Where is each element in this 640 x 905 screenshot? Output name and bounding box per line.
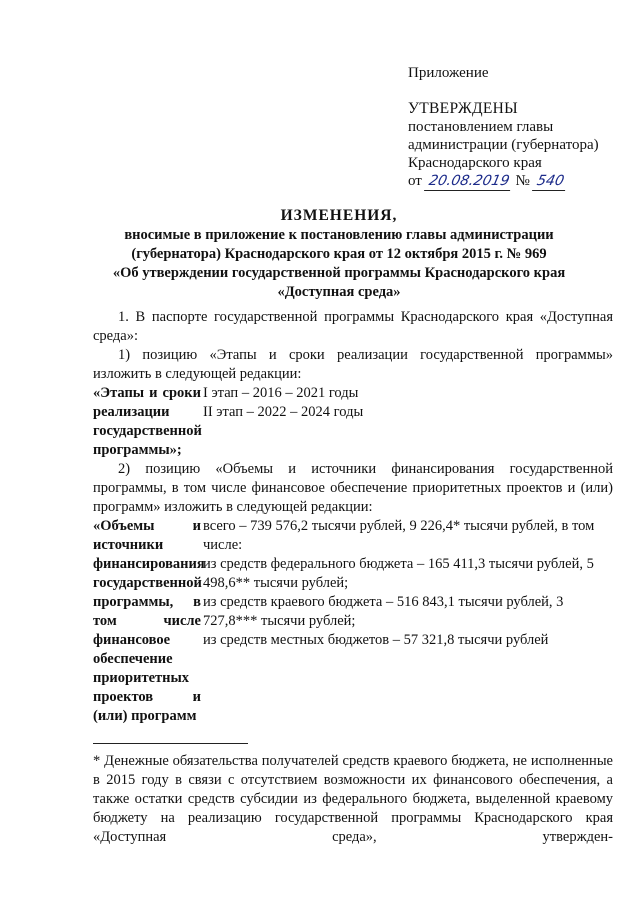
approval-line-3: Краснодарского края xyxy=(408,155,542,171)
document-body xyxy=(93,308,613,726)
funding-position xyxy=(93,517,613,726)
appendix-label: Приложение xyxy=(408,65,489,81)
heading-title: ИЗМЕНЕНИЯ, xyxy=(280,207,398,224)
paragraph-1: 1. В паспорте государственной программы Краснодарского края «Доступная среда»: xyxy=(93,309,613,344)
document-heading xyxy=(70,206,608,302)
footnote-text: * Денежные обязательства получателей средств краевого бюджета, не исполненные в 2015 году в связи с отсутствием возможности их финансового обеспечения, а также остатки средств субсидии из федерального бюджета, выделенной краевому бюджету на реализацию государственной программы Краснодарского края «Доступная среда», утвержден- xyxy=(93,753,613,845)
heading-line-3: «Об утверждении государственной программы Краснодарского края xyxy=(112,265,566,281)
handwritten-date: 20.08.2019 xyxy=(424,172,514,191)
heading-line-1: вносимые в приложение к постановлению главы администрации xyxy=(124,227,554,243)
paragraph-3: 2) позицию «Объемы и источники финансирования государственной программы, в том числе финансовое обеспечение приоритетных проектов и (или) программ» изложить в следующей редакции: xyxy=(93,461,613,515)
approval-block xyxy=(408,64,628,191)
funding-total: всего – 739 576,2 тысячи рублей, 9 226,4* тысячи рублей, в том числе: xyxy=(203,518,595,553)
funding-local: из средств местных бюджетов – 57 321,8 тысячи рублей xyxy=(203,632,549,648)
stage-2: II этап – 2022 – 2024 годы xyxy=(203,404,364,420)
footnote-separator xyxy=(93,743,248,744)
number-prefix: № xyxy=(515,173,530,189)
stages-label: «Этапы и сроки реализации государственной программы»; xyxy=(93,385,202,458)
funding-regional: из средств краевого бюджета – 516 843,1 тысячи рублей, 3 727,8*** тысячи рублей; xyxy=(203,594,564,629)
paragraph-2: 1) позицию «Этапы и сроки реализации государственной программы» изложить в следующей редакции: xyxy=(93,347,613,382)
approval-date-number-line xyxy=(408,172,628,191)
funding-federal: из средств федерального бюджета – 165 411,3 тысячи рублей, 5 498,6** тысячи рублей; xyxy=(203,556,594,591)
funding-values xyxy=(201,517,613,726)
handwritten-number: 540 xyxy=(532,172,569,191)
stages-position xyxy=(93,384,613,460)
approved-label: УТВЕРЖДЕНЫ xyxy=(408,100,518,117)
date-prefix: от xyxy=(408,173,422,189)
stages-values xyxy=(201,384,613,460)
approval-line-2: администрации (губернатора) xyxy=(408,137,599,153)
approval-line-1: постановлением главы xyxy=(408,119,554,135)
stage-1: I этап – 2016 – 2021 годы xyxy=(203,385,359,401)
funding-label: «Объемы и источники финансирования государственной программы, в том числе финансовое обеспечение приоритетных проектов и (или) программ xyxy=(93,518,205,724)
footnote xyxy=(93,752,613,847)
heading-line-4: «Доступная среда» xyxy=(277,284,401,300)
heading-line-2: (губернатора) Краснодарского края от 12 октября 2015 г. № 969 xyxy=(131,246,547,262)
